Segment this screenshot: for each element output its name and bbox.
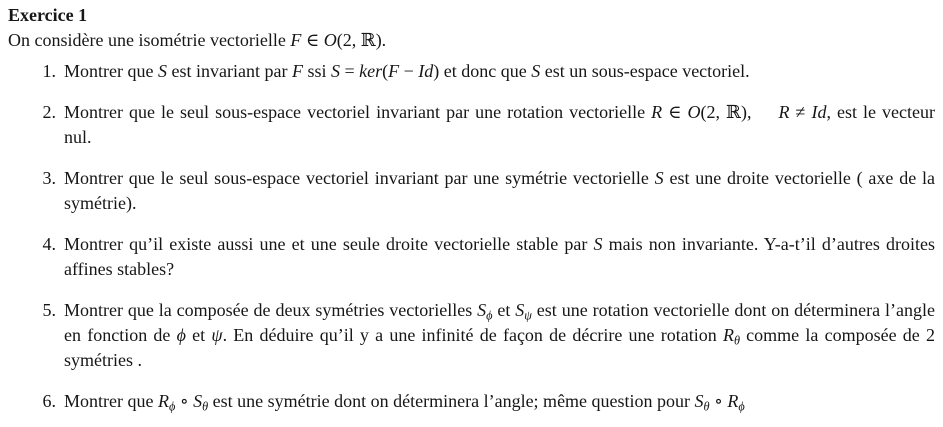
exercise-title: Exercice 1 [8, 5, 88, 25]
question-number: 2. [42, 102, 56, 122]
question-item-5 [8, 298, 935, 373]
question-text: Montrer que le seul sous-espace vectoriel invariant par une rotation vectorielle R ∈ O(2, ℝ), R ≠ Id, est le vecteur nul. [64, 102, 935, 147]
question-number: 5. [42, 300, 56, 320]
question-number: 4. [42, 234, 56, 254]
question-item-1 [8, 59, 935, 84]
question-number: 3. [42, 168, 56, 188]
question-text: Montrer que $R_\phi$ ∘ $S_\theta$ est une symétrie dont on déterminera l’angle; même question pour $S_\theta$ ∘ $R_\phi$ [64, 391, 745, 414]
question-item-3 [8, 166, 935, 216]
question-text: Montrer que S est invariant par F ssi S = ker(F − Id) et donc que S est un sous-espace vectoriel. [64, 61, 750, 81]
question-number: 1. [42, 61, 56, 81]
question-item-4 [8, 232, 935, 282]
exercise-intro: On considère une isométrie vectorielle F ∈ O(2, ℝ). [8, 30, 387, 50]
question-list [8, 59, 935, 414]
question-text: Montrer qu’il existe aussi une et une seule droite vectorielle stable par S mais non invariante. Y-a-t’il d’autres droites affines stables? [64, 234, 936, 279]
question-item-2 [8, 100, 935, 150]
question-number: 6. [42, 391, 56, 411]
question-text: Montrer que la composée de deux symétries vectorielles $S_\phi$ et $S_\psi$ est une rotation vectorielle dont on déterminera l’angle en fonction de ϕ et ψ. En déduire qu’il y a une infinité de façon de décrire une rotation $R_\theta$ comme la composée de 2 symétries . [64, 300, 935, 370]
question-item-6 [8, 389, 935, 414]
question-text: Montrer que le seul sous-espace vectoriel invariant par une symétrie vectorielle S est une droite vectorielle ( axe de la symétrie). [64, 168, 935, 213]
